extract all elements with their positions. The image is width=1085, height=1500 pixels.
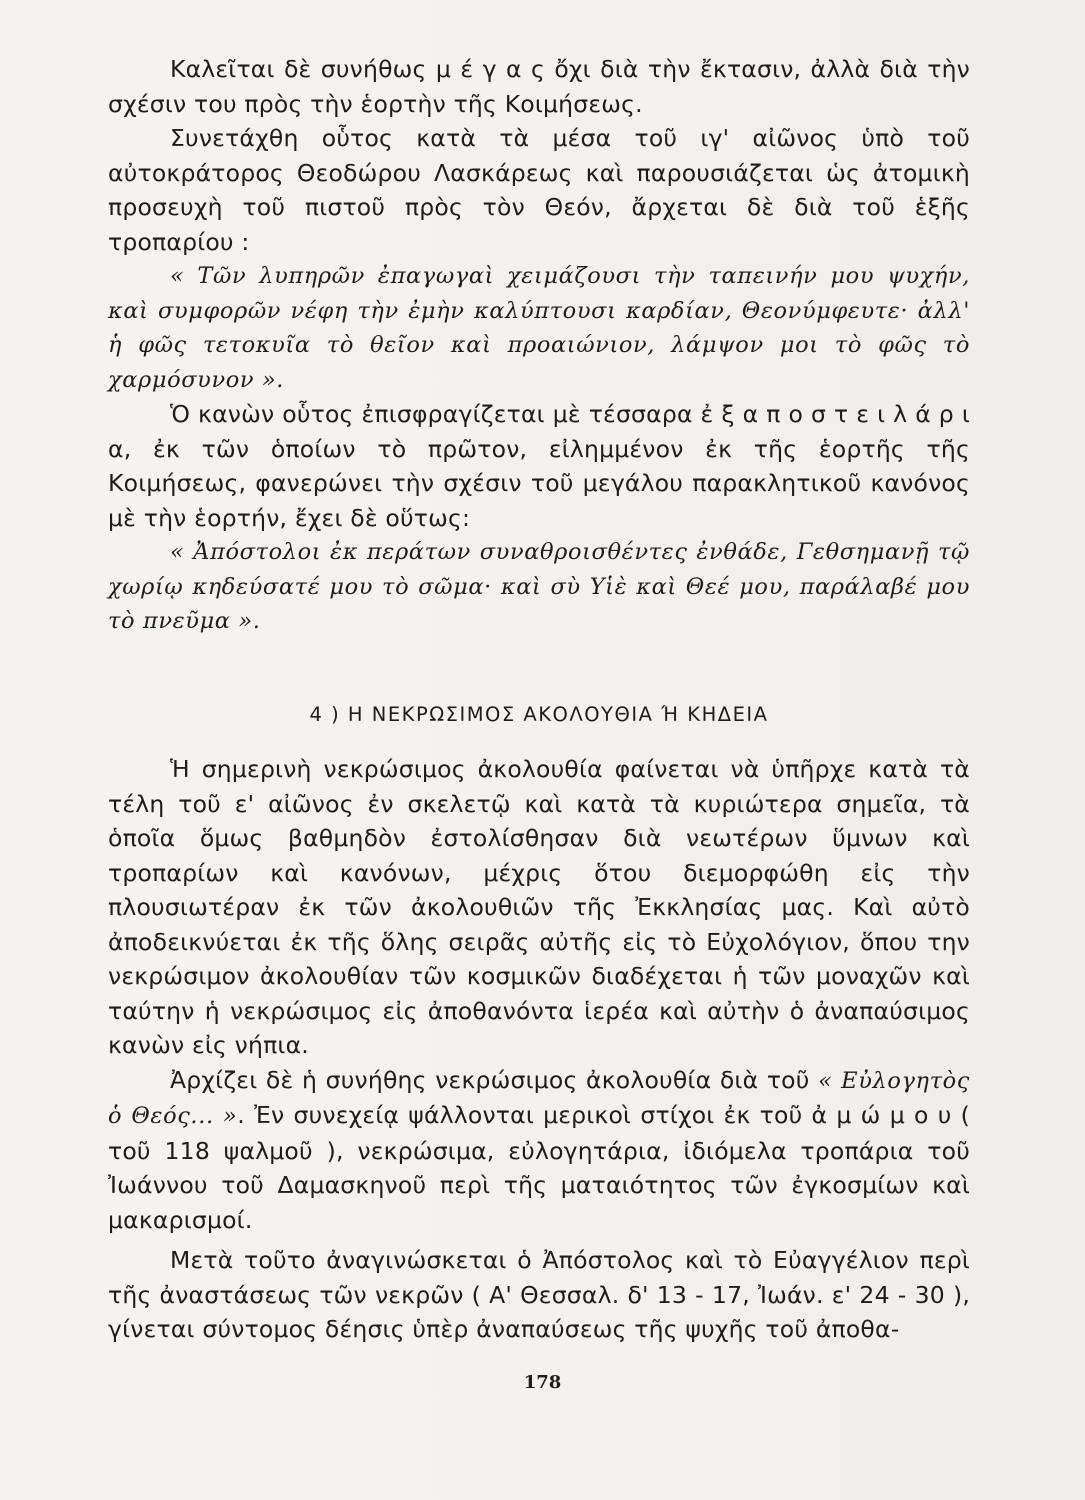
paragraph-archizei: [108, 1063, 970, 1238]
quote-exaposteilarion: « Ἀπόστολοι ἐκ περάτων συναθροισθέντες ἐνθάδε, Γεθσημανῇ τῷ χωρίῳ κηδεύσατέ μου τὸ σῶμα· καὶ σὺ Υἱὲ καὶ Θεέ μου, παράλαβέ μου τὸ πνεῦμα ».: [108, 539, 970, 634]
bottom-text-block: [108, 752, 970, 1347]
top-text-block: [108, 52, 970, 639]
archizei-italic: « Εὐλογητὸς ὁ Θεός... »: [108, 1067, 970, 1129]
paragraph-megas: Καλεῖται δὲ συνήθως μ έ γ α ς ὄχι διὰ τὴν ἔκτασιν, ἀλλὰ διὰ τὴν σχέσιν του πρὸς τὴν ἑορτὴν τῆς Κοιμήσεως.: [108, 55, 970, 118]
page-number: 178: [523, 1372, 562, 1393]
quote-troparion: « Τῶν λυπηρῶν ἐπαγωγαὶ χειμάζουσι τὴν ταπεινήν μου ψυχήν, καὶ συμφορῶν νέφη τὴν ἐμὴν καλύπτουσι καρδίαν, Θεονύμφευτε· ἀλλ' ἡ φῶς τετοκυῖα τὸ θεῖον καὶ προαιώνιον, λάμψον μοι τὸ φῶς τὸ χαρμόσυνον ».: [108, 263, 970, 393]
paragraph-synetachthi: Συνετάχθη οὗτος κατὰ τὰ μέσα τοῦ ιγ' αἰῶνος ὑπὸ τοῦ αὐτοκράτορος Θεοδώρου Λασκάρεως καὶ παρουσιάζεται ὡς ἀτομικὴ προσευχὴ τοῦ πιστοῦ πρὸς τὸν Θεόν, ἄρχεται δὲ διὰ τοῦ ἑξῆς τροπαρίου :: [108, 124, 970, 256]
archizei-post: . Ἐν συνεχείᾳ ψάλλονται μερικοὶ στίχοι ἐκ τοῦ ἀ μ ώ μ ο υ ( τοῦ 118 ψαλμοῦ ), νεκρώσιμα, εὐλογητάρια, ἰδιόμελα τροπάρια τοῦ Ἰωάννου τοῦ Δαμασκηνοῦ περὶ τῆς ματαιότητος τῶν ἐγκοσμίων καὶ μακαρισμοί.: [108, 1101, 971, 1234]
paragraph-exaposteilaria: Ὁ κανὼν οὗτος ἐπισφραγίζεται μὲ τέσσαρα ἐ ξ α π ο σ τ ε ι λ ά ρ ι α, ἐκ τῶν ὁποίων τὸ πρῶτον, εἰλημμένον ἐκ τῆς ἑορτῆς τῆς Κοιμήσεως, φανερώνει τὴν σχέσιν τοῦ μεγάλου παρακλητικοῦ κανόνος μὲ τὴν ἑορτήν, ἔχει δὲ οὕτως:: [108, 400, 970, 532]
paragraph-nekrosimos: Ἡ σημερινὴ νεκρώσιμος ἀκολουθία φαίνεται νὰ ὑπῆρχε κατὰ τὰ τέλη τοῦ ε' αἰῶνος ἐν σκελετῷ καὶ κατὰ τὰ κυριώτερα σημεῖα, τὰ ὁποῖα ὅμως βαθμηδὸν ἐστολίσθησαν διὰ νεωτέρων ὕμνων καὶ τροπαρίων καὶ κανόνων, μέχρις ὅτου διεμορφώθη εἰς τὴν πλουσιωτέραν ἐκ τῶν ἀκολουθιῶν τῆς Ἐκκλησίας μας. Καὶ αὐτὸ ἀποδεικνύεται ἐκ τῆς ὅλης σειρᾶς αὐτῆς εἰς τὸ Εὐχολόγιον, ὅπου την νεκρώσιμον ἀκολουθίαν τῶν κοσμικῶν διαδέχεται ἡ τῶν μοναχῶν καὶ ταύτην ἡ νεκρώσιμος εἰς ἀποθανόντα ἱερέα καὶ αὐτὴν ὁ ἀναπαύσιμος κανὼν εἰς νήπια.: [108, 755, 970, 1059]
archizei-pre: Ἀρχίζει δὲ ἡ συνήθης νεκρώσιμος ἀκολουθία διὰ τοῦ: [170, 1065, 819, 1094]
paragraph-meta-touto: Μετὰ τοῦτο ἀναγινώσκεται ὁ Ἀπόστολος καὶ τὸ Εὐαγγέλιον περὶ τῆς ἀναστάσεως τῶν νεκρῶν ( Α' Θεσσαλ. δ' 13 - 17, Ἰωάν. ε' 24 - 30 ), γίνεται σύντομος δέησις ὑπὲρ ἀναπαύσεως τῆς ψυχῆς τοῦ ἀποθα-: [108, 1246, 970, 1343]
section-heading: 4 ) Η ΝΕΚΡΩΣΙΜΟΣ ΑΚΟΛΟΥΘΙΑ Ή ΚΗΔΕΙΑ: [309, 703, 769, 726]
